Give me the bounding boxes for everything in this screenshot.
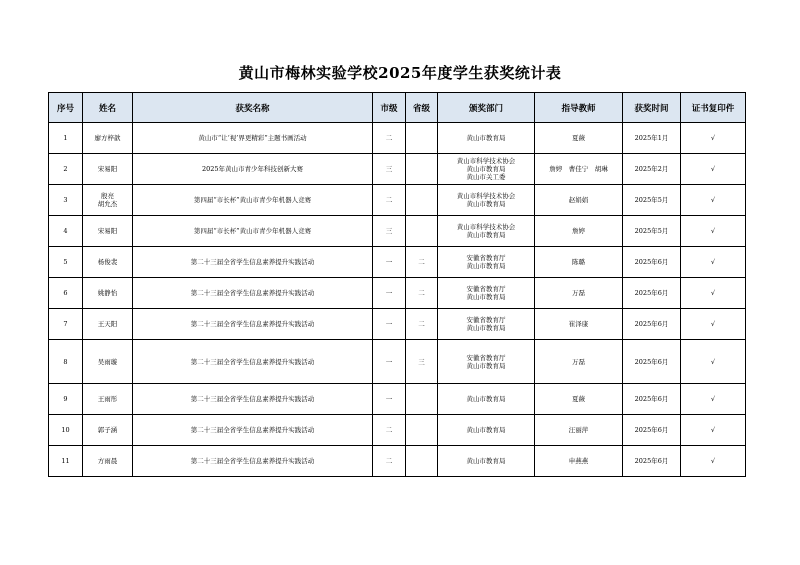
cell-province-level — [406, 216, 438, 247]
cell-issuing-department: 安徽省教育厅 黄山市教育局 — [438, 247, 535, 278]
cell-certificate-check: √ — [681, 216, 746, 247]
cell-teacher: 赵娟娟 — [535, 185, 623, 216]
cell-no: 5 — [49, 247, 83, 278]
cell-name: 郭子涵 — [83, 415, 133, 446]
cell-issuing-department: 黄山市教育局 — [438, 446, 535, 477]
cell-teacher: 崔泽康 — [535, 309, 623, 340]
cell-no: 4 — [49, 216, 83, 247]
cell-name: 殷亮 胡允杰 — [83, 185, 133, 216]
cell-no: 1 — [49, 123, 83, 154]
cell-province-level — [406, 185, 438, 216]
cell-city-level: 一 — [373, 384, 406, 415]
column-header-award-time: 获奖时间 — [623, 93, 681, 123]
cell-issuing-department: 黄山市科学技术协会 黄山市教育局 — [438, 185, 535, 216]
cell-issuing-department: 安徽省教育厅 黄山市教育局 — [438, 309, 535, 340]
table-row — [49, 384, 746, 415]
cell-certificate-check: √ — [681, 309, 746, 340]
table-row — [49, 309, 746, 340]
cell-award: 第四届“市长杯”黄山市青少年机器人竞赛 — [133, 216, 373, 247]
cell-province-level — [406, 384, 438, 415]
cell-city-level: 二 — [373, 123, 406, 154]
cell-award-time: 2025年6月 — [623, 446, 681, 477]
cell-city-level: 二 — [373, 446, 406, 477]
column-header-city-level: 市级 — [373, 93, 406, 123]
cell-no: 11 — [49, 446, 83, 477]
cell-no: 3 — [49, 185, 83, 216]
cell-name: 方雨晨 — [83, 446, 133, 477]
cell-province-level — [406, 446, 438, 477]
cell-award-time: 2025年6月 — [623, 384, 681, 415]
cell-award-time: 2025年1月 — [623, 123, 681, 154]
cell-province-level: 二 — [406, 247, 438, 278]
cell-teacher: 陈璐 — [535, 247, 623, 278]
cell-certificate-check: √ — [681, 446, 746, 477]
cell-no: 8 — [49, 340, 83, 384]
cell-province-level — [406, 415, 438, 446]
table-row — [49, 278, 746, 309]
cell-no: 9 — [49, 384, 83, 415]
cell-no: 7 — [49, 309, 83, 340]
cell-province-level: 二 — [406, 278, 438, 309]
table-row — [49, 185, 746, 216]
column-header-certificate-copy: 证书复印件 — [681, 93, 746, 123]
cell-province-level — [406, 154, 438, 185]
column-header-issuing-department: 颁奖部门 — [438, 93, 535, 123]
cell-issuing-department: 黄山市教育局 — [438, 415, 535, 446]
cell-award-time: 2025年6月 — [623, 309, 681, 340]
cell-city-level: 三 — [373, 216, 406, 247]
cell-province-level: 二 — [406, 309, 438, 340]
table-row — [49, 216, 746, 247]
cell-issuing-department: 安徽省教育厅 黄山市教育局 — [438, 278, 535, 309]
cell-name: 廖方梓歆 — [83, 123, 133, 154]
cell-city-level: 一 — [373, 340, 406, 384]
cell-teacher: 詹婷 — [535, 216, 623, 247]
cell-award: 第二十三届全省学生信息素养提升实践活动 — [133, 384, 373, 415]
cell-name: 王雨彤 — [83, 384, 133, 415]
cell-issuing-department: 安徽省教育厅 黄山市教育局 — [438, 340, 535, 384]
cell-teacher: 万磊 — [535, 340, 623, 384]
cell-name: 宋易阳 — [83, 216, 133, 247]
table-row — [49, 123, 746, 154]
cell-name: 姚静怡 — [83, 278, 133, 309]
cell-issuing-department: 黄山市教育局 — [438, 384, 535, 415]
cell-province-level — [406, 123, 438, 154]
cell-teacher: 万磊 — [535, 278, 623, 309]
cell-certificate-check: √ — [681, 278, 746, 309]
cell-no: 10 — [49, 415, 83, 446]
cell-city-level: 一 — [373, 309, 406, 340]
cell-award: 黄山市“让‘视’界更精彩”主题书画活动 — [133, 123, 373, 154]
cell-award-time: 2025年5月 — [623, 216, 681, 247]
cell-teacher: 夏薇 — [535, 123, 623, 154]
cell-certificate-check: √ — [681, 123, 746, 154]
cell-award: 第二十三届全省学生信息素养提升实践活动 — [133, 446, 373, 477]
column-header-no: 序号 — [49, 93, 83, 123]
cell-teacher: 夏薇 — [535, 384, 623, 415]
cell-certificate-check: √ — [681, 340, 746, 384]
cell-name: 杨俊裴 — [83, 247, 133, 278]
cell-name: 宋易阳 — [83, 154, 133, 185]
cell-certificate-check: √ — [681, 384, 746, 415]
column-header-teacher: 指导教师 — [535, 93, 623, 123]
cell-award: 第二十三届全省学生信息素养提升实践活动 — [133, 415, 373, 446]
cell-city-level: 二 — [373, 415, 406, 446]
cell-no: 2 — [49, 154, 83, 185]
cell-award-time: 2025年6月 — [623, 278, 681, 309]
cell-award-time: 2025年6月 — [623, 247, 681, 278]
cell-certificate-check: √ — [681, 154, 746, 185]
table-row — [49, 247, 746, 278]
cell-no: 6 — [49, 278, 83, 309]
cell-city-level: 二 — [373, 185, 406, 216]
cell-certificate-check: √ — [681, 415, 746, 446]
cell-award-time: 2025年2月 — [623, 154, 681, 185]
cell-award-time: 2025年6月 — [623, 415, 681, 446]
awards-table — [48, 92, 746, 477]
cell-issuing-department: 黄山市科学技术协会 黄山市教育局 — [438, 216, 535, 247]
cell-certificate-check: √ — [681, 247, 746, 278]
cell-teacher: 申燕燕 — [535, 446, 623, 477]
cell-name: 吴雨璇 — [83, 340, 133, 384]
table-header-row — [49, 93, 746, 123]
page-title: 黄山市梅林实验学校2025年度学生获奖统计表 — [238, 64, 562, 82]
column-header-name: 姓名 — [83, 93, 133, 123]
cell-issuing-department: 黄山市科学技术协会 黄山市教育局 黄山市关工委 — [438, 154, 535, 185]
cell-city-level: 一 — [373, 278, 406, 309]
table-row — [49, 340, 746, 384]
cell-issuing-department: 黄山市教育局 — [438, 123, 535, 154]
table-row — [49, 415, 746, 446]
cell-teacher: 汪丽萍 — [535, 415, 623, 446]
cell-city-level: 一 — [373, 247, 406, 278]
cell-certificate-check: √ — [681, 185, 746, 216]
cell-award: 第二十三届全省学生信息素养提升实践活动 — [133, 309, 373, 340]
cell-award: 第四届“市长杯”黄山市青少年机器人竞赛 — [133, 185, 373, 216]
table-row — [49, 154, 746, 185]
cell-award: 第二十三届全省学生信息素养提升实践活动 — [133, 247, 373, 278]
column-header-province-level: 省级 — [406, 93, 438, 123]
cell-award-time: 2025年6月 — [623, 340, 681, 384]
table-row — [49, 446, 746, 477]
cell-city-level: 三 — [373, 154, 406, 185]
cell-award: 2025年黄山市青少年科技创新大赛 — [133, 154, 373, 185]
cell-award: 第二十三届全省学生信息素养提升实践活动 — [133, 340, 373, 384]
cell-award: 第二十三届全省学生信息素养提升实践活动 — [133, 278, 373, 309]
column-header-award: 获奖名称 — [133, 93, 373, 123]
cell-teacher: 詹婷 曹佳宁 胡琳 — [535, 154, 623, 185]
cell-award-time: 2025年5月 — [623, 185, 681, 216]
cell-province-level: 三 — [406, 340, 438, 384]
cell-name: 王天阳 — [83, 309, 133, 340]
